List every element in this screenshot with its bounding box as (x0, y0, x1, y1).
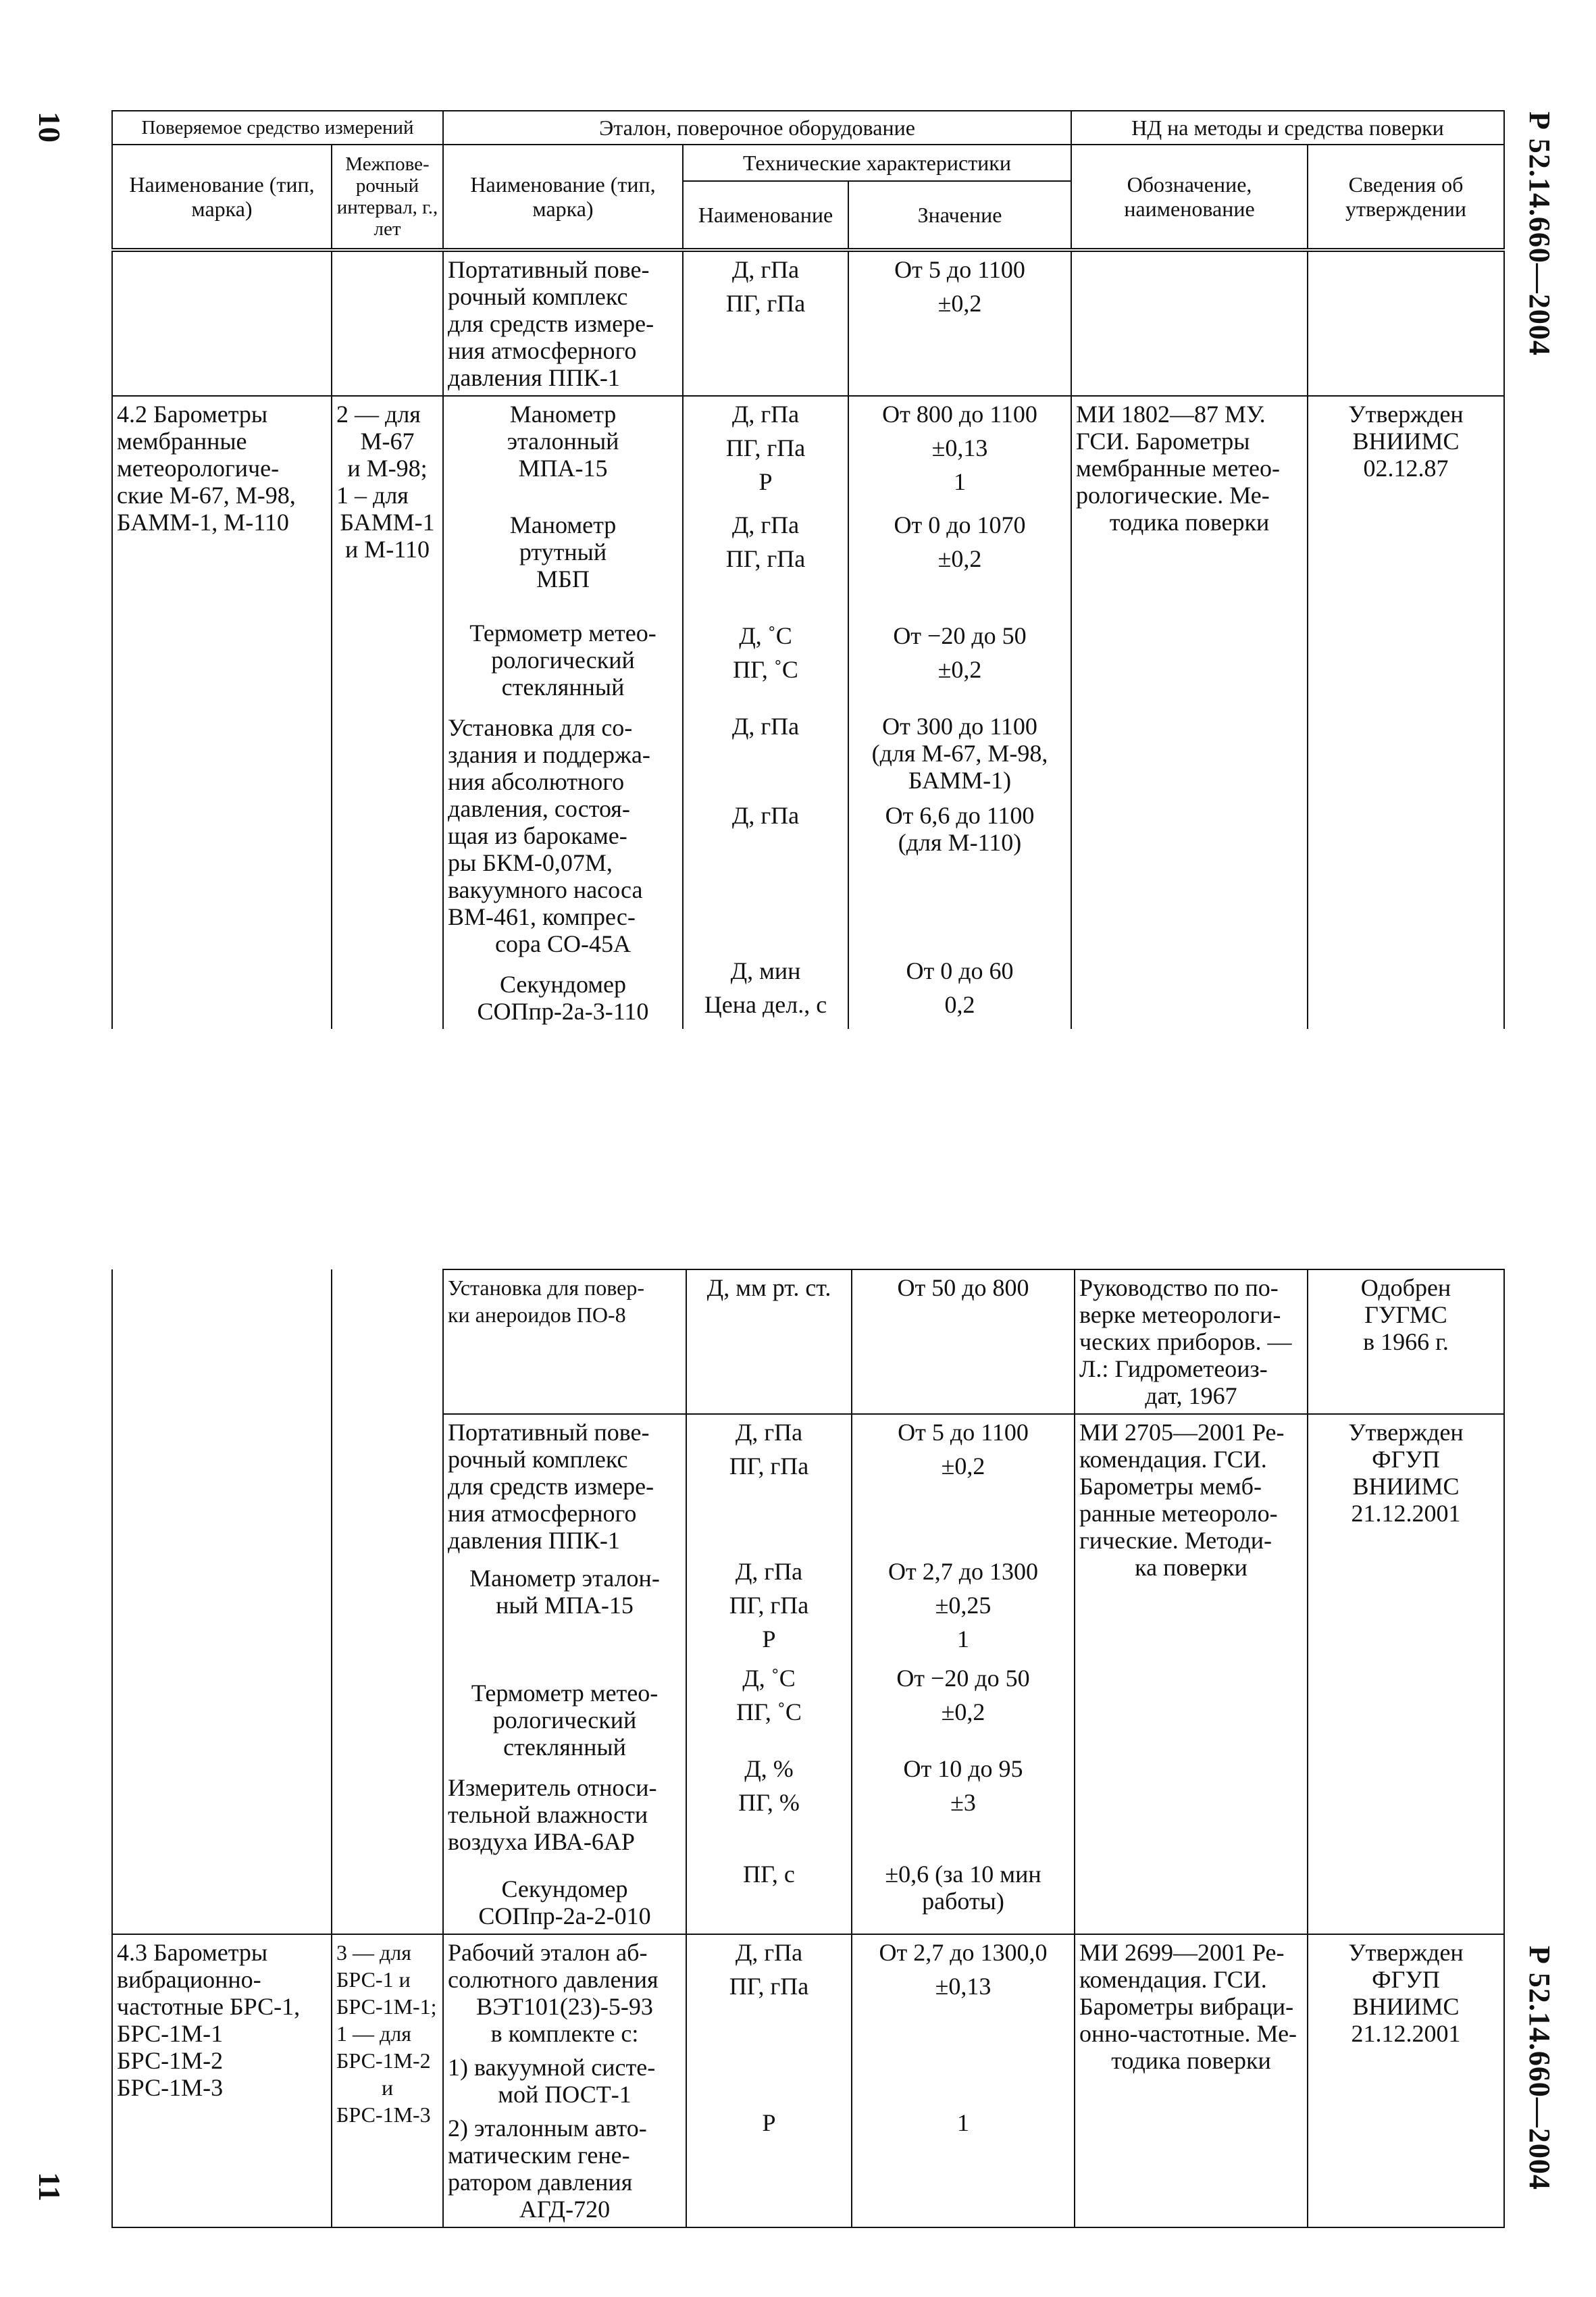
header-tech-char: Технические характеристики (683, 145, 1071, 181)
header-char-name: Наименование (683, 181, 848, 250)
verification-table-bottom (111, 1269, 1505, 2228)
header-verified-instrument: Поверяемое средство измерений (112, 111, 443, 145)
header-nd: НД на методы и средства поверки (1071, 111, 1504, 145)
header-approval: Сведения об утверждении (1308, 145, 1504, 250)
header-instrument-name: Наименование (тип, марка) (112, 145, 332, 250)
etalon-name-cell: Установка для повер- ки анероидов ПО-8 (443, 1269, 686, 1414)
page-number-bottom: 11 (32, 2172, 67, 2202)
standard-code-bottom: Р 52.14.660—2004 (1523, 1946, 1556, 2190)
header-etalon-name: Наименование (тип, марка) (443, 145, 683, 250)
etalon-name-cell: Портативный пове- рочный комплекс для средств измере- ния атмосферного давления ППК-1 (443, 250, 683, 396)
header-char-value: Значение (848, 181, 1071, 250)
table-row: Установка для повер- ки анероидов ПО-8 Д, мм рт. ст. От 50 до 800 Руководство по по- верке метеорологи- ческих приборов. — Л.: Гидрометеоиз- дат, 1967 Одобрен ГУГМС в 1966 г. (112, 1269, 1504, 1414)
verification-table-top (111, 110, 1505, 1029)
table-row: 4.3 Барометры вибрационно- частотные БРС-1, БРС-1М-1 БРС-1М-2 БРС-1М-3 3 — для БРС-1 и БРС-1М-1; 1 — для БРС-1М-2 и БРС-1М-3 Рабочий эталон аб- солютного давления ВЭТ101(23)-5-93 в комплекте с: 1) вакуумной систе- мой ПОСТ-1 2) эталонным авто- матическим гене- ратором давления АГД-720 Д, гПа ПГ, гПа Р От 2,7 до 1300,0 ±0,13 1 МИ 2699—2001 Ре- комендация. ГСИ. Барометры вибраци- онно-частотные. Ме- тодика поверки Утвержден ФГУП ВНИИМС 21.12.2001 (112, 1934, 1504, 2227)
header-designation: Обозначение, наименование (1071, 145, 1308, 250)
header-interval: Межпове-рочный интервал, г., лет (332, 145, 443, 250)
standard-code-top: Р 52.14.660—2004 (1523, 111, 1556, 356)
table-row: Портативный пове- рочный комплекс для средств измере- ния атмосферного давления ППК-1 Манометр эталон- ный МПА-15 Термометр метео- рологический стеклянный Измеритель относи- тельной влажности воздуха ИВА-6АР Секундомер СОПпр-2а-2-010 Д, гПа ПГ, гПа Д, гПа ПГ, гПа Р Д, ˚С ПГ, ˚С Д, % ПГ, % ПГ, с От 5 до 1100 ±0,2 От 2,7 до 1300 ±0,25 1 От −20 до 50 ±0,2 От 10 до 95 ±3 ±0,6 (за 10 мин работы) МИ 2705—2001 Ре- комендация. ГСИ. Барометры мемб- ранные метеороло- гические. Методи- ка поверки Утвержден ФГУП ВНИИМС 21.12.2001 (112, 1414, 1504, 1934)
page-number-top: 10 (32, 111, 67, 143)
table-row: Портативный пове- рочный комплекс для средств измере- ния атмосферного давления ППК-1 Д, гПа ПГ, гПа От 5 до 1100 ±0,2 (112, 250, 1504, 396)
header-etalon: Эталон, поверочное оборудование (443, 111, 1071, 145)
table-row: 4.2 Барометры мембранные метеорологиче- ские М-67, М-98, БАММ-1, М-110 2 — для М-67 и М-98; 1 – для БАММ-1 и М-110 Манометр эталонный МПА-15 Манометр ртутный МБП Термометр метео- рологический стеклянный Установка для со- здания и поддержа- ния абсолютного давления, состоя- щая из барокаме- ры БКМ-0,07М, вакуумного насоса ВМ-461, компрес- сора СО-45А Секундомер СОПпр-2а-3-110 Д, гПа ПГ, гПа Р Д, гПа ПГ, гПа Д, ˚С ПГ, ˚С Д, гПа Д, гПа Д, мин Цена дел., с От 800 до 1100 ±0,13 1 От 0 до 1070 ±0,2 От −20 до 50 ±0,2 От 300 до 1100 (для М-67, М-98, БАММ-1) От 6,6 до 1100 (для М-110) От 0 до 60 0,2 МИ 1802—87 МУ. ГСИ. Барометры мембранные метео- рологические. Ме- тодика поверки Утвержден ВНИИМС 02.12.87 (112, 396, 1504, 1029)
